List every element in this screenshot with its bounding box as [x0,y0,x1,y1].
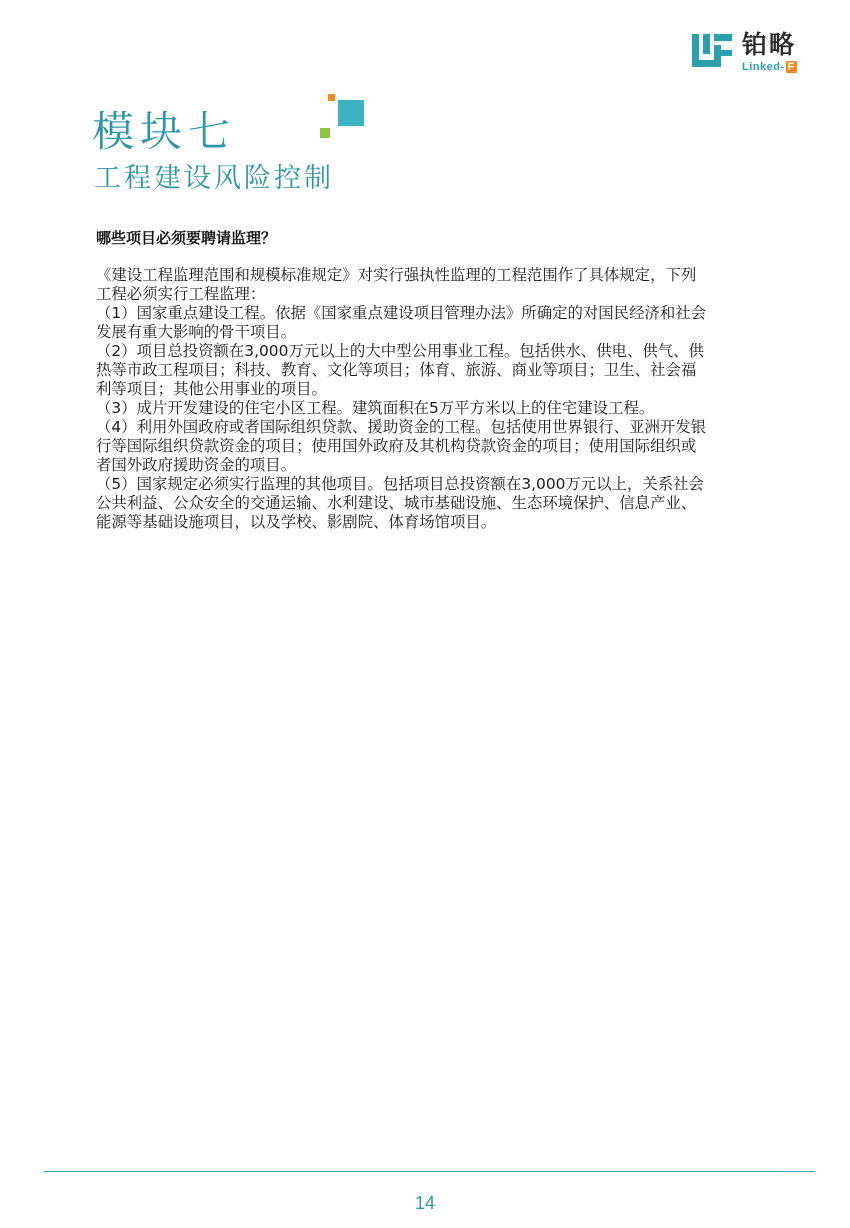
logo-chinese-name: 铂略 [742,30,797,59]
body-text [96,266,796,532]
body-line: （4）利用外国政府或者国际组织贷款、援助资金的工程。包括使用世界银行、亚洲开发银 [96,418,707,436]
section-question: 哪些项目必须要聘请监理？ [96,229,277,247]
linked-f-logo-icon [690,30,734,74]
body-line: 能源等基础设施项目，以及学校、影剧院、体育场馆项目。 [96,513,497,531]
body-line: 者国外政府援助资金的项目。 [96,456,297,474]
body-line: 工程必须实行工程监理： [96,285,266,303]
body-line: 《建设工程监理范围和规模标准规定》对实行强执性监理的工程范围作了具体规定，下列 [96,266,697,284]
decorative-squares-icon [318,90,366,146]
body-line: 公共利益、公众安全的交通运输、水利建设、城市基础设施、生态环境保护、信息产业、 [96,494,697,512]
body-line: （2）项目总投资额在3,000万元以上的大中型公用事业工程。包括供水、供电、供气、供 [96,342,704,360]
body-line: 发展有重大影响的骨干项目。 [96,323,297,341]
body-line: （3）成片开发建设的住宅小区工程。建筑面积在5万平方米以上的住宅建设工程。 [96,399,655,417]
brand-logo [690,30,820,76]
logo-english-badge: F [787,61,795,73]
footer-divider [44,1171,815,1172]
logo-english-text: Linked- [742,61,785,73]
module-subtitle: 工程建设风险控制 [94,163,334,194]
body-line: 行等国际组织贷款资金的项目；使用国外政府及其机构贷款资金的项目；使用国际组织或 [96,437,697,455]
module-title: 模块七 [92,107,237,156]
body-line: 利等项目；其他公用事业的项目。 [96,380,327,398]
logo-english-name [742,60,797,74]
page-number: 14 [414,1193,436,1213]
body-line: （1）国家重点建设工程。依据《国家重点建设项目管理办法》所确定的对国民经济和社会 [96,304,707,322]
body-line: （5）国家规定必须实行监理的其他项目。包括项目总投资额在3,000万元以上，关系社会 [96,475,704,493]
body-line: 热等市政工程项目；科技、教育、文化等项目；体育、旅游、商业等项目；卫生、社会福 [96,361,697,379]
